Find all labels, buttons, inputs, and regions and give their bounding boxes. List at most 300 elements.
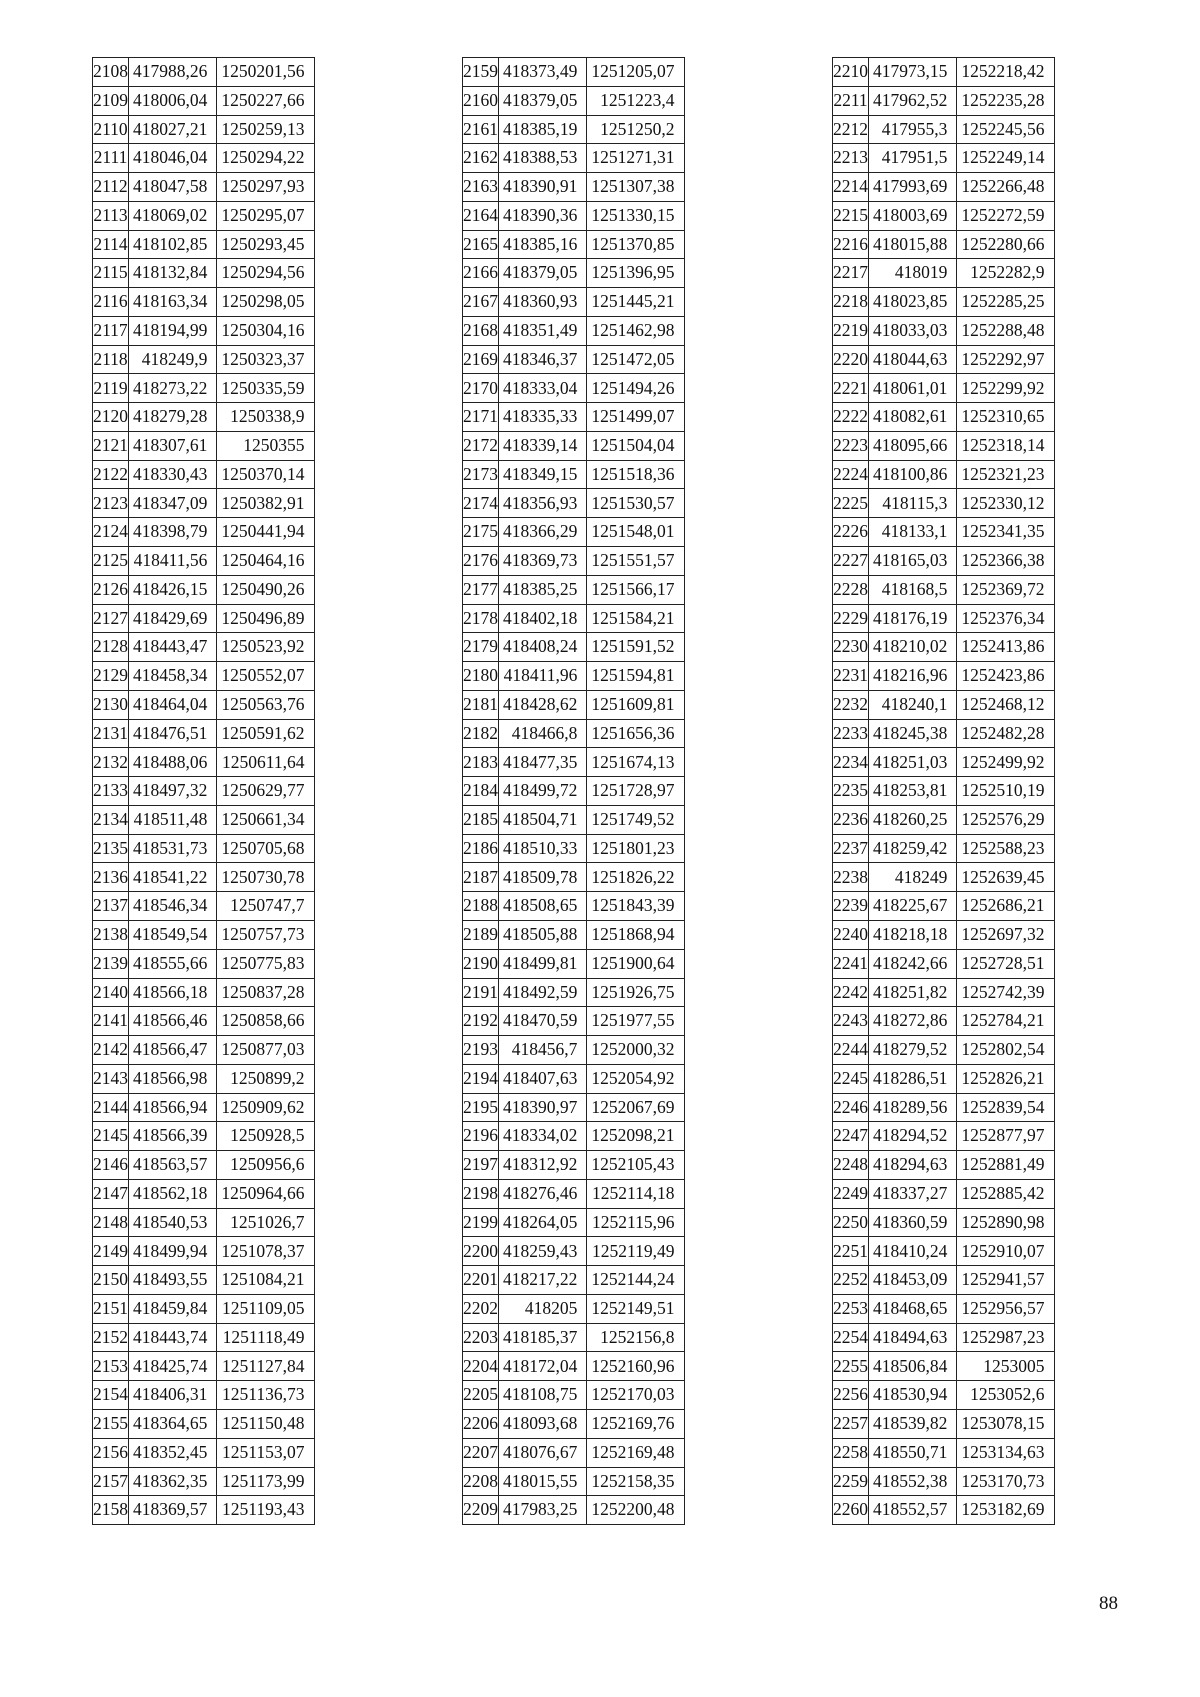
- y-coordinate: 1250490,26: [217, 575, 314, 604]
- point-number: 2166: [463, 259, 499, 288]
- point-number: 2136: [93, 863, 129, 892]
- point-number: 2238: [833, 863, 869, 892]
- y-coordinate: 1251193,43: [217, 1496, 314, 1525]
- x-coordinate: 418506,84: [869, 1352, 957, 1381]
- y-coordinate: 1252413,86: [957, 633, 1054, 662]
- x-coordinate: 418245,38: [869, 719, 957, 748]
- x-coordinate: 418333,04: [499, 374, 587, 403]
- coordinate-table-3: [832, 57, 1055, 1525]
- y-coordinate: 1250523,92: [217, 633, 314, 662]
- x-coordinate: 418272,86: [869, 1007, 957, 1036]
- point-number: 2191: [463, 978, 499, 1007]
- point-number: 2244: [833, 1036, 869, 1065]
- x-coordinate: 418132,84: [129, 259, 217, 288]
- point-number: 2200: [463, 1237, 499, 1266]
- table-row: [463, 1323, 685, 1352]
- x-coordinate: 418406,31: [129, 1381, 217, 1410]
- point-number: 2116: [93, 288, 129, 317]
- x-coordinate: 418549,54: [129, 920, 217, 949]
- x-coordinate: 418061,01: [869, 374, 957, 403]
- table-row: [833, 1208, 1055, 1237]
- point-number: 2256: [833, 1381, 869, 1410]
- y-coordinate: 1250775,83: [217, 949, 314, 978]
- x-coordinate: 418351,49: [499, 316, 587, 345]
- point-number: 2164: [463, 201, 499, 230]
- y-coordinate: 1250323,37: [217, 345, 314, 374]
- point-number: 2210: [833, 58, 869, 87]
- point-number: 2192: [463, 1007, 499, 1036]
- x-coordinate: 418509,78: [499, 863, 587, 892]
- x-coordinate: 418216,96: [869, 662, 957, 691]
- point-number: 2153: [93, 1352, 129, 1381]
- table-row: [833, 719, 1055, 748]
- x-coordinate: 418555,66: [129, 949, 217, 978]
- y-coordinate: 1252376,34: [957, 604, 1054, 633]
- x-coordinate: 418205: [499, 1294, 587, 1323]
- table-row: [463, 633, 685, 662]
- table-row: [833, 748, 1055, 777]
- x-coordinate: 418276,46: [499, 1179, 587, 1208]
- y-coordinate: 1252105,43: [587, 1151, 684, 1180]
- x-coordinate: 418307,61: [129, 431, 217, 460]
- point-number: 2201: [463, 1266, 499, 1295]
- table-row: [463, 230, 685, 259]
- table-row: [463, 575, 685, 604]
- table-row: [463, 1294, 685, 1323]
- y-coordinate: 1251150,48: [217, 1409, 314, 1438]
- x-coordinate: 418217,22: [499, 1266, 587, 1295]
- table-row: [833, 1237, 1055, 1266]
- point-number: 2178: [463, 604, 499, 633]
- table-row: [463, 1352, 685, 1381]
- table-row: [463, 1007, 685, 1036]
- y-coordinate: 1252499,92: [957, 748, 1054, 777]
- x-coordinate: 418249,9: [129, 345, 217, 374]
- y-coordinate: 1251504,04: [587, 431, 684, 460]
- x-coordinate: 418172,04: [499, 1352, 587, 1381]
- y-coordinate: 1252149,51: [587, 1294, 684, 1323]
- table-row: [833, 892, 1055, 921]
- x-coordinate: 418443,74: [129, 1323, 217, 1352]
- table-row: [833, 86, 1055, 115]
- point-number: 2224: [833, 460, 869, 489]
- point-number: 2144: [93, 1093, 129, 1122]
- x-coordinate: 418390,97: [499, 1093, 587, 1122]
- point-number: 2143: [93, 1064, 129, 1093]
- y-coordinate: 1250441,94: [217, 518, 314, 547]
- table-row: [833, 460, 1055, 489]
- x-coordinate: 418253,81: [869, 777, 957, 806]
- point-number: 2217: [833, 259, 869, 288]
- y-coordinate: 1251026,7: [217, 1208, 314, 1237]
- y-coordinate: 1251153,07: [217, 1438, 314, 1467]
- x-coordinate: 418552,38: [869, 1467, 957, 1496]
- x-coordinate: 418312,92: [499, 1151, 587, 1180]
- x-coordinate: 418168,5: [869, 575, 957, 604]
- point-number: 2133: [93, 777, 129, 806]
- y-coordinate: 1252910,07: [957, 1237, 1054, 1266]
- point-number: 2214: [833, 173, 869, 202]
- x-coordinate: 418425,74: [129, 1352, 217, 1381]
- x-coordinate: 418366,29: [499, 518, 587, 547]
- table-row: [93, 920, 315, 949]
- table-row: [93, 748, 315, 777]
- point-number: 2129: [93, 662, 129, 691]
- table-row: [463, 115, 685, 144]
- table-row: [833, 173, 1055, 202]
- table-row: [833, 374, 1055, 403]
- table-row: [463, 403, 685, 432]
- x-coordinate: 418015,55: [499, 1467, 587, 1496]
- y-coordinate: 1250382,91: [217, 489, 314, 518]
- y-coordinate: 1252160,96: [587, 1352, 684, 1381]
- table-row: [463, 288, 685, 317]
- point-number: 2141: [93, 1007, 129, 1036]
- y-coordinate: 1251084,21: [217, 1266, 314, 1295]
- table-row: [93, 1151, 315, 1180]
- x-coordinate: 418115,3: [869, 489, 957, 518]
- x-coordinate: 418508,65: [499, 892, 587, 921]
- table-row: [93, 1093, 315, 1122]
- point-number: 2146: [93, 1151, 129, 1180]
- point-number: 2227: [833, 547, 869, 576]
- y-coordinate: 1250335,59: [217, 374, 314, 403]
- point-number: 2198: [463, 1179, 499, 1208]
- x-coordinate: 418006,04: [129, 86, 217, 115]
- table-row: [93, 1064, 315, 1093]
- y-coordinate: 1251609,81: [587, 690, 684, 719]
- point-number: 2122: [93, 460, 129, 489]
- point-number: 2170: [463, 374, 499, 403]
- table-row: [833, 690, 1055, 719]
- point-number: 2242: [833, 978, 869, 1007]
- y-coordinate: 1250304,16: [217, 316, 314, 345]
- table-row: [93, 633, 315, 662]
- point-number: 2257: [833, 1409, 869, 1438]
- y-coordinate: 1252885,42: [957, 1179, 1054, 1208]
- point-number: 2193: [463, 1036, 499, 1065]
- x-coordinate: 418466,8: [499, 719, 587, 748]
- y-coordinate: 1252170,03: [587, 1381, 684, 1410]
- y-coordinate: 1252245,56: [957, 115, 1054, 144]
- table-row: [833, 1381, 1055, 1410]
- x-coordinate: 418019: [869, 259, 957, 288]
- y-coordinate: 1251250,2: [587, 115, 684, 144]
- x-coordinate: 418286,51: [869, 1064, 957, 1093]
- point-number: 2186: [463, 834, 499, 863]
- y-coordinate: 1251900,64: [587, 949, 684, 978]
- point-number: 2145: [93, 1122, 129, 1151]
- x-coordinate: 418102,85: [129, 230, 217, 259]
- point-number: 2190: [463, 949, 499, 978]
- point-number: 2205: [463, 1381, 499, 1410]
- y-coordinate: 1250661,34: [217, 805, 314, 834]
- y-coordinate: 1252292,97: [957, 345, 1054, 374]
- point-number: 2239: [833, 892, 869, 921]
- point-number: 2151: [93, 1294, 129, 1323]
- x-coordinate: 418294,52: [869, 1122, 957, 1151]
- x-coordinate: 418411,56: [129, 547, 217, 576]
- x-coordinate: 418046,04: [129, 144, 217, 173]
- x-coordinate: 418047,58: [129, 173, 217, 202]
- y-coordinate: 1250298,05: [217, 288, 314, 317]
- table-row: [833, 1438, 1055, 1467]
- y-coordinate: 1250956,6: [217, 1151, 314, 1180]
- table-row: [93, 1352, 315, 1381]
- point-number: 2213: [833, 144, 869, 173]
- x-coordinate: 418563,57: [129, 1151, 217, 1180]
- y-coordinate: 1252321,23: [957, 460, 1054, 489]
- table-row: [93, 978, 315, 1007]
- point-number: 2119: [93, 374, 129, 403]
- table-row: [833, 230, 1055, 259]
- x-coordinate: 418356,93: [499, 489, 587, 518]
- y-coordinate: 1251594,81: [587, 662, 684, 691]
- point-number: 2118: [93, 345, 129, 374]
- table-row: [463, 920, 685, 949]
- point-number: 2167: [463, 288, 499, 317]
- x-coordinate: 418426,15: [129, 575, 217, 604]
- table-row: [463, 805, 685, 834]
- y-coordinate: 1252941,57: [957, 1266, 1054, 1295]
- y-coordinate: 1252299,92: [957, 374, 1054, 403]
- point-number: 2241: [833, 949, 869, 978]
- y-coordinate: 1252341,35: [957, 518, 1054, 547]
- x-coordinate: 418385,19: [499, 115, 587, 144]
- y-coordinate: 1250227,66: [217, 86, 314, 115]
- point-number: 2112: [93, 173, 129, 202]
- y-coordinate: 1252098,21: [587, 1122, 684, 1151]
- x-coordinate: 418497,32: [129, 777, 217, 806]
- x-coordinate: 418566,47: [129, 1036, 217, 1065]
- y-coordinate: 1250877,03: [217, 1036, 314, 1065]
- table-row: [93, 1438, 315, 1467]
- y-coordinate: 1252200,48: [587, 1496, 684, 1525]
- y-coordinate: 1252877,97: [957, 1122, 1054, 1151]
- x-coordinate: 418249: [869, 863, 957, 892]
- table-row: [833, 1323, 1055, 1352]
- point-number: 2169: [463, 345, 499, 374]
- table-row: [93, 431, 315, 460]
- table-row: [833, 805, 1055, 834]
- y-coordinate: 1252000,32: [587, 1036, 684, 1065]
- table-row: [833, 201, 1055, 230]
- x-coordinate: 418410,24: [869, 1237, 957, 1266]
- x-coordinate: 418566,98: [129, 1064, 217, 1093]
- table-row: [463, 1208, 685, 1237]
- table-row: [93, 1266, 315, 1295]
- point-number: 2109: [93, 86, 129, 115]
- x-coordinate: 418566,94: [129, 1093, 217, 1122]
- point-number: 2233: [833, 719, 869, 748]
- point-number: 2130: [93, 690, 129, 719]
- table-row: [93, 518, 315, 547]
- coordinate-table-1: [92, 57, 315, 1525]
- table-row: [833, 777, 1055, 806]
- y-coordinate: 1251749,52: [587, 805, 684, 834]
- table-row: [463, 1036, 685, 1065]
- y-coordinate: 1251926,75: [587, 978, 684, 1007]
- y-coordinate: 1250294,22: [217, 144, 314, 173]
- x-coordinate: 418133,1: [869, 518, 957, 547]
- y-coordinate: 1251173,99: [217, 1467, 314, 1496]
- point-number: 2207: [463, 1438, 499, 1467]
- point-number: 2155: [93, 1409, 129, 1438]
- point-number: 2148: [93, 1208, 129, 1237]
- point-number: 2196: [463, 1122, 499, 1151]
- x-coordinate: 418362,35: [129, 1467, 217, 1496]
- y-coordinate: 1251551,57: [587, 547, 684, 576]
- table-row: [93, 834, 315, 863]
- table-row: [93, 1467, 315, 1496]
- y-coordinate: 1252482,28: [957, 719, 1054, 748]
- point-number: 2142: [93, 1036, 129, 1065]
- y-coordinate: 1252784,21: [957, 1007, 1054, 1036]
- point-number: 2208: [463, 1467, 499, 1496]
- x-coordinate: 418093,68: [499, 1409, 587, 1438]
- table-row: [93, 374, 315, 403]
- x-coordinate: 418369,57: [129, 1496, 217, 1525]
- x-coordinate: 418411,96: [499, 662, 587, 691]
- table-row: [833, 518, 1055, 547]
- point-number: 2156: [93, 1438, 129, 1467]
- point-number: 2199: [463, 1208, 499, 1237]
- table-row: [463, 978, 685, 1007]
- x-coordinate: 418352,45: [129, 1438, 217, 1467]
- y-coordinate: 1252235,28: [957, 86, 1054, 115]
- point-number: 2189: [463, 920, 499, 949]
- point-number: 2223: [833, 431, 869, 460]
- x-coordinate: 418511,48: [129, 805, 217, 834]
- point-number: 2222: [833, 403, 869, 432]
- point-number: 2120: [93, 403, 129, 432]
- y-coordinate: 1251591,52: [587, 633, 684, 662]
- point-number: 2236: [833, 805, 869, 834]
- table-row: [463, 892, 685, 921]
- y-coordinate: 1250611,64: [217, 748, 314, 777]
- point-number: 2158: [93, 1496, 129, 1525]
- point-number: 2260: [833, 1496, 869, 1525]
- point-number: 2202: [463, 1294, 499, 1323]
- point-number: 2219: [833, 316, 869, 345]
- y-coordinate: 1252576,29: [957, 805, 1054, 834]
- point-number: 2212: [833, 115, 869, 144]
- point-number: 2134: [93, 805, 129, 834]
- point-number: 2173: [463, 460, 499, 489]
- x-coordinate: 418044,63: [869, 345, 957, 374]
- table-row: [833, 1151, 1055, 1180]
- table-row: [93, 1007, 315, 1036]
- x-coordinate: 418289,56: [869, 1093, 957, 1122]
- point-number: 2252: [833, 1266, 869, 1295]
- y-coordinate: 1251472,05: [587, 345, 684, 374]
- x-coordinate: 418210,02: [869, 633, 957, 662]
- y-coordinate: 1251118,49: [217, 1323, 314, 1352]
- y-coordinate: 1250552,07: [217, 662, 314, 691]
- table-row: [93, 604, 315, 633]
- y-coordinate: 1251843,39: [587, 892, 684, 921]
- x-coordinate: 418550,71: [869, 1438, 957, 1467]
- y-coordinate: 1251370,85: [587, 230, 684, 259]
- x-coordinate: 418539,82: [869, 1409, 957, 1438]
- point-number: 2184: [463, 777, 499, 806]
- point-number: 2243: [833, 1007, 869, 1036]
- x-coordinate: 418163,34: [129, 288, 217, 317]
- y-coordinate: 1251674,13: [587, 748, 684, 777]
- x-coordinate: 418407,63: [499, 1064, 587, 1093]
- table-row: [93, 460, 315, 489]
- y-coordinate: 1251330,15: [587, 201, 684, 230]
- y-coordinate: 1250747,7: [217, 892, 314, 921]
- table-row: [463, 1438, 685, 1467]
- y-coordinate: 1252728,51: [957, 949, 1054, 978]
- x-coordinate: 418428,62: [499, 690, 587, 719]
- point-number: 2181: [463, 690, 499, 719]
- y-coordinate: 1252158,35: [587, 1467, 684, 1496]
- y-coordinate: 1253078,15: [957, 1409, 1054, 1438]
- y-coordinate: 1252839,54: [957, 1093, 1054, 1122]
- table-row: [833, 949, 1055, 978]
- point-number: 2147: [93, 1179, 129, 1208]
- point-number: 2124: [93, 518, 129, 547]
- x-coordinate: 418493,55: [129, 1266, 217, 1295]
- y-coordinate: 1252330,12: [957, 489, 1054, 518]
- table-row: [93, 1237, 315, 1266]
- y-coordinate: 1252067,69: [587, 1093, 684, 1122]
- point-number: 2209: [463, 1496, 499, 1525]
- point-number: 2132: [93, 748, 129, 777]
- table-row: [93, 345, 315, 374]
- y-coordinate: 1252318,14: [957, 431, 1054, 460]
- y-coordinate: 1250370,14: [217, 460, 314, 489]
- table-row: [463, 58, 685, 87]
- table-row: [93, 1294, 315, 1323]
- table-row: [463, 1093, 685, 1122]
- x-coordinate: 418334,02: [499, 1122, 587, 1151]
- table-row: [833, 662, 1055, 691]
- table-row: [93, 1381, 315, 1410]
- y-coordinate: 1252890,98: [957, 1208, 1054, 1237]
- y-coordinate: 1251584,21: [587, 604, 684, 633]
- x-coordinate: 418468,65: [869, 1294, 957, 1323]
- point-number: 2162: [463, 144, 499, 173]
- point-number: 2250: [833, 1208, 869, 1237]
- x-coordinate: 418566,46: [129, 1007, 217, 1036]
- point-number: 2157: [93, 1467, 129, 1496]
- table-row: [463, 1237, 685, 1266]
- table-row: [833, 920, 1055, 949]
- table-row: [93, 201, 315, 230]
- y-coordinate: 1252282,9: [957, 259, 1054, 288]
- table-row: [93, 805, 315, 834]
- point-number: 2234: [833, 748, 869, 777]
- point-number: 2246: [833, 1093, 869, 1122]
- table-row: [93, 719, 315, 748]
- x-coordinate: 418390,36: [499, 201, 587, 230]
- y-coordinate: 1251656,36: [587, 719, 684, 748]
- x-coordinate: 418499,81: [499, 949, 587, 978]
- y-coordinate: 1253052,6: [957, 1381, 1054, 1410]
- x-coordinate: 418379,05: [499, 259, 587, 288]
- point-number: 2114: [93, 230, 129, 259]
- point-number: 2161: [463, 115, 499, 144]
- table-row: [463, 863, 685, 892]
- point-number: 2204: [463, 1352, 499, 1381]
- point-number: 2127: [93, 604, 129, 633]
- x-coordinate: 418349,15: [499, 460, 587, 489]
- table-row: [833, 144, 1055, 173]
- table-row: [93, 259, 315, 288]
